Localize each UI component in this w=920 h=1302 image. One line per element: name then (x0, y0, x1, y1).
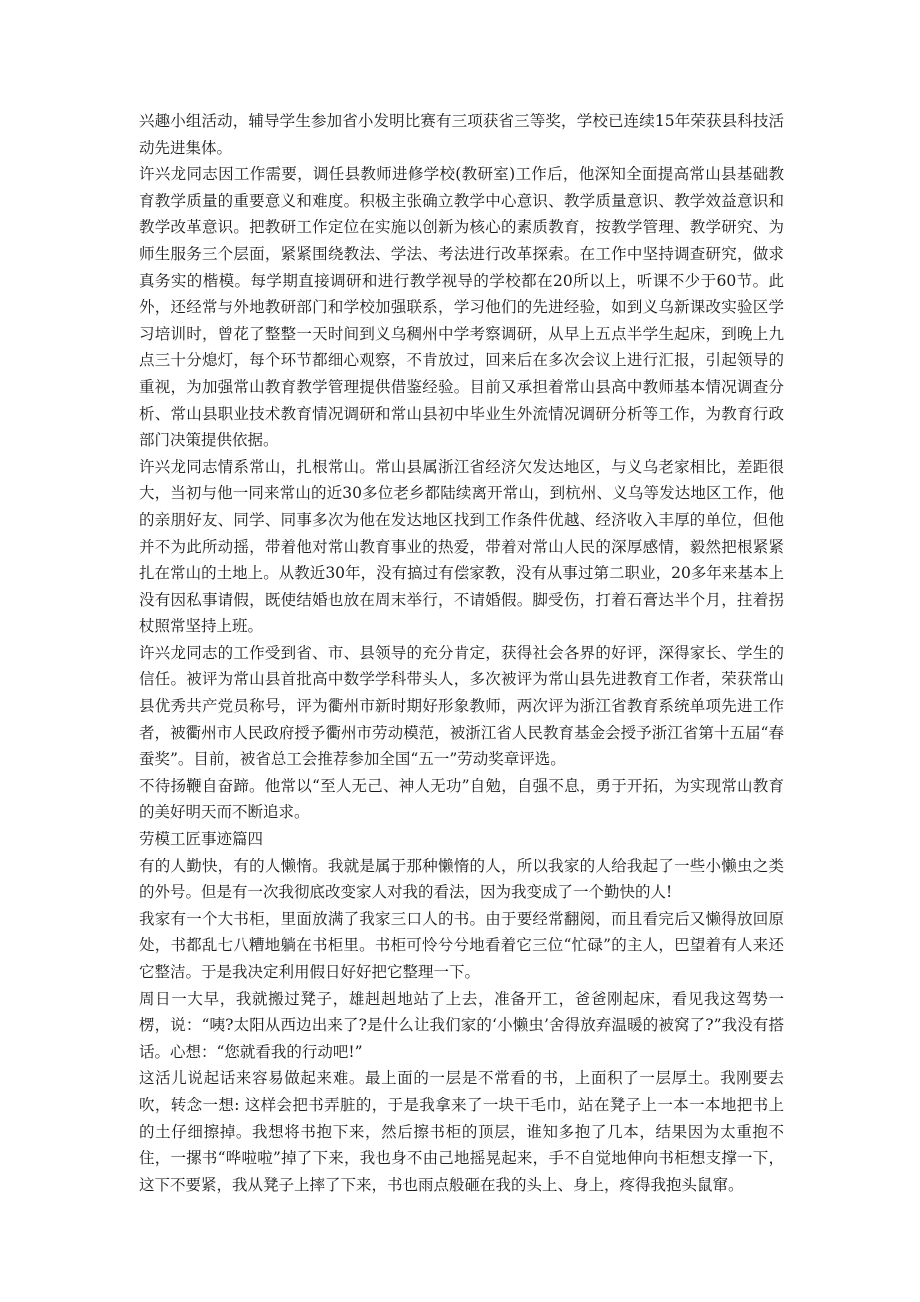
paragraph-science-club: 兴趣小组活动，辅导学生参加省小发明比赛有三项获省三等奖，学校已连续15年荣获县科技活动先进集体。 (139, 112, 784, 157)
section-heading: 劳模工匠事迹篇四 (139, 830, 264, 849)
paragraph-self-motivation: 不待扬鞭自奋蹄。他常以“至人无己、神人无功”自勉，自强不息，勇于开拓，为实现常山教育的美好明天而不断追求。 (139, 776, 784, 822)
paragraph-rooted-in-changshan: 许兴龙同志情系常山，扎根常山。常山县属浙江省经济欠发达地区，与义乌老家相比，差距很大，当初与他一同来常山的近30多位老乡都陆续离开常山，到杭州、义乌等发达地区工作，他的亲朋好友、同学、同事多次为他在发达地区找到工作条件优越、经济收入丰厚的单位，但他并不为此所动摇，带着他对常山教育事业的热爱，带着对常山人民的深厚感情，毅然把根紧紧扎在常山的土地上。从教近30年，没有搞过有偿家教，没有从事过第二职业，20多年来基本上没有因私事请假，既使结婚也放在周末举行，不请婚假。脚受伤，打着石膏达半个月，拄着拐杖照常坚持上班。 (139, 457, 784, 636)
paragraph-sunday-morning: 周日一大早，我就搬过凳子，雄赳赳地站了上去，准备开工，爸爸刚起床，看见我这驾势一楞，说：“咦?太阳从西边出来了?是什么让我们家的‘小懒虫’舍得放弃温暖的被窝了?”我没有搭话。心想：“您就看我的行动吧!” (139, 989, 784, 1061)
document-body (139, 108, 784, 1198)
paragraph-honors: 许兴龙同志的工作受到省、市、县领导的充分肯定，获得社会各界的好评，深得家长、学生的信任。被评为常山县首批高中数学学科带头人，多次被评为常山县先进教育工作者，荣获常山县优秀共产党员称号，评为衢州市新时期好形象教师，两次评为浙江省教育系统单项先进工作者，被衢州市人民政府授予衢州市劳动模范，被浙江省人民教育基金会授予浙江省第十五届“春蚕奖”。目前，被省总工会推荐参加全国“五一”劳动奖章评选。 (139, 643, 784, 769)
paragraph-bookshelf: 我家有一个大书柜，里面放满了我家三口人的书。由于要经常翻阅，而且看完后又懒得放回原处，书都乱七八糟地躺在书柜里。书柜可怜兮兮地看着它三位“忙碌”的主人，巴望着有人来还它整洁。于是我决定利用假日好好把它整理一下。 (139, 909, 784, 981)
paragraph-teaching-research: 许兴龙同志因工作需要，调任县教师进修学校(教研室)工作后，他深知全面提高常山县基础教育教学质量的重要意义和难度。积极主张确立教学中心意识、教学质量意识、教学效益意识和教学改革意识。把教研工作定位在实施以创新为核心的素质教育，按教学管理、教学研究、为师生服务三个层面，紧紧围绕教法、学法、考法进行改革探索。在工作中坚持调查研究，做求真务实的楷模。每学期直接调研和进行教学视导的学校都在20所以上，听课不少于60节。此外，还经常与外地教研部门和学校加强联系，学习他们的先进经验，如到义乌新课改实验区学习培训时，曾花了整整一天时间到义乌稠州中学考察调研，从早上五点半学生起床，到晚上九点三十分熄灯，每个环节都细心观察，不肯放过，回来后在多次会议上进行汇报，引起领导的重视，为加强常山教育教学管理提供借鉴经验。目前又承担着常山县高中教师基本情况调查分析、常山县职业技术教育情况调研和常山县初中毕业生外流情况调研分析等工作，为教育行政部门决策提供依据。 (139, 165, 784, 450)
paragraph-lazy-intro: 有的人勤快，有的人懒惰。我就是属于那种懒惰的人，所以我家的人给我起了一些小懒虫之类的外号。但是有一次我彻底改变家人对我的看法，因为我变成了一个勤快的人! (139, 856, 784, 902)
paragraph-dusting-books: 这活儿说起话来容易做起来难。最上面的一层是不常看的书，上面积了一层厚土。我刚要去吹，转念一想: 这样会把书弄脏的，于是我拿来了一块干毛巾，站在凳子上一本一本地把书上的土仔细擦掉。我想将书抱下来，然后擦书柜的顶层，谁知多抱了几本，结果因为太重抱不住，一摞书“哗啦啦”掉了下来，我也身不由己地摇晃起来，手不自觉地伸向书柜想支撑一下，这下不要紧，我从凳子上摔了下来，书也雨点般砸在我的头上、身上，疼得我抱头鼠窜。 (139, 1069, 784, 1194)
